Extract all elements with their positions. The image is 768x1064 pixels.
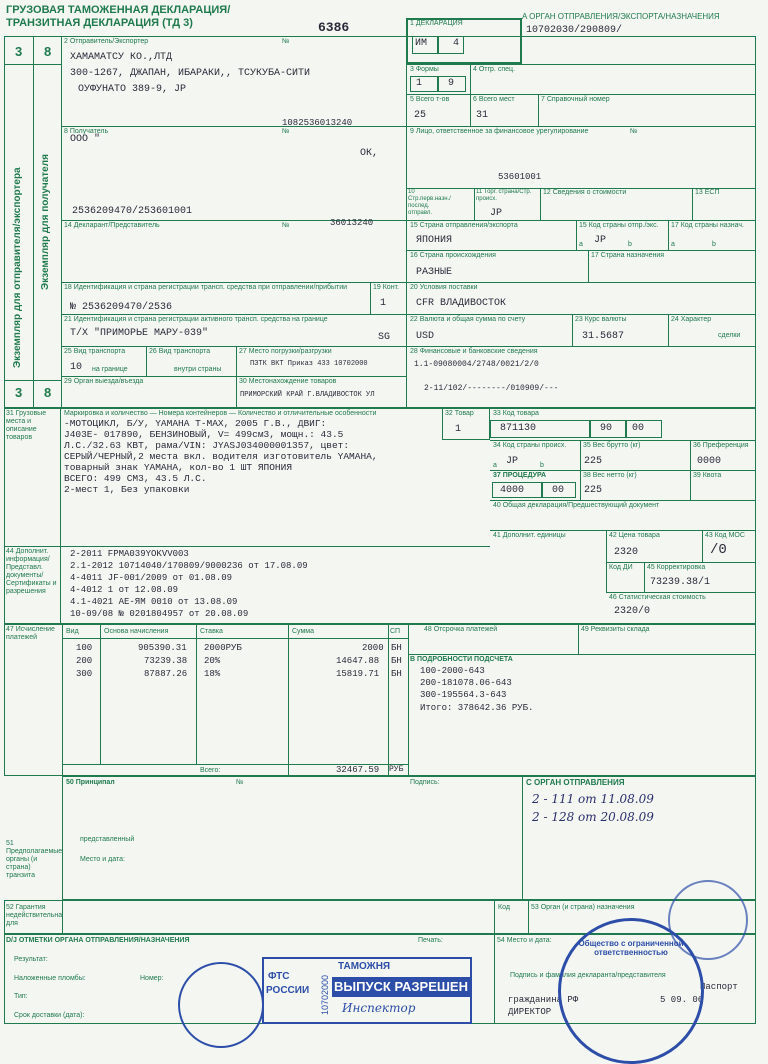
f21-value: Т/Х "ПРИМОРЬЕ МАРУ-039" — [70, 328, 209, 339]
f23-value: 31.5687 — [582, 331, 625, 342]
sender-line-3: ОУФУНАТО 389-9, JP — [78, 84, 187, 95]
f1-value-2: 4 — [453, 38, 460, 49]
side-top-b: 8 — [44, 44, 52, 59]
f2-label: 2 Отправитель/Экспортер — [64, 38, 149, 45]
document-number: 6386 — [318, 20, 350, 35]
organ-value: 10702030/290809/ — [526, 25, 623, 36]
f15-value: ЯПОНИЯ — [416, 235, 453, 246]
receiver-line-1: ООО " — [70, 134, 101, 145]
form-title-2: ТРАНЗИТНАЯ ДЕКЛАРАЦИЯ (ТД 3) — [6, 17, 193, 29]
form-title-1: ГРУЗОВАЯ ТАМОЖЕННАЯ ДЕКЛАРАЦИЯ/ — [6, 4, 231, 16]
f20-value: CFR ВЛАДИВОСТОК — [416, 298, 507, 309]
side-bot-b: 8 — [44, 385, 52, 400]
f5-value: 25 — [414, 110, 427, 121]
receiver-code: 2536209470/253601001 — [72, 206, 193, 217]
sender-line-1: ХАМАМАТСУ КО.,ЛТД — [70, 52, 173, 63]
side-col-2: Экземпляр для получателя — [40, 154, 51, 290]
sender-code: 1082536013240 — [282, 118, 353, 128]
sender-line-2: 300-1267, ДЖАПАН, ИБАРАКИ,, ТСУКУБА-СИТИ — [70, 68, 311, 79]
round-seal-right — [668, 880, 748, 960]
payments-total: 32467.59 — [336, 765, 380, 775]
round-seal-left — [178, 962, 264, 1048]
customs-declaration-form: ГРУЗОВАЯ ТАМОЖЕННАЯ ДЕКЛАРАЦИЯ/ ТРАНЗИТНАЯ ДЕКЛАРАЦИЯ (ТД 3) 6386 A ОРГАН ОТПРАВЛЕНИЯ/ЭКСПОРТА/НАЗНАЧЕНИЯ 10702030/290809/ 3 8 3 8 Экземпляр для отправителя/экспортера Экземпляр для получателя 2 Отправитель/Экспортер № ХАМАМАТСУ КО.,ЛТД 300-1267, ДЖАПАН, ИБАРАКИ,, ТСУКУБА-СИТИ ОУФУНАТО 389-9, JP 1082536013240 1 ДЕКЛАРАЦИЯ ИМ 4 3 Формы 1 9 4 Отгр. спец. 5 Всего т-ов 25 6 Всего мест 31 7 Справочный номер 8 Получатель № ООО " ОК, 2536209470/253601001 9 Лицо, ответственное за финансовое урегулирование № 53601001 10 Стр.перв.назн./послед. отправл. 11 Торг. страна/Стр. происх. JP 12 Сведения о стоимости 13 ЕСП 14 Декларант/Представитель № 36013240 15 Страна отправления/экспорта ЯПОНИЯ 15 Код страны отпр./экс. a JP b 17 Код страны назнач. a b 16 Страна происхождения РАЗНЫЕ 17 Страна назначения 18 Идентификация и страна регистрации трансп. средства при отправлении/прибытии № 2536209470/2536 19 Конт. 1 20 Условия поставки CFR ВЛАДИВОСТОК 21 Идентификация и страна регистрации активного трансп. средства на границе Т/Х "ПРИМОРЬЕ МАРУ-039" SG 22 Валюта и общая сумма по счету USD 23 Курс валюты 31.5687 24 Характер сделки 25 Вид транспорта 10 на границе 26 Вид транспорта внутри страны 27 Место погрузки/разгрузки ПЗТК ВКТ Приказ 433 10702000 28 Финансовые и банковские сведения 1.1-09080004/2748/0021/2/0 2-11/102/--------/010909/--- 29 Орган выезда/въезда 30 Местонахождение товаров ПРИМОРСКИЙ КРАЙ Г.ВЛАДИВОСТОК УЛ 31 Грузовые места и описание товаров Маркировка и количество — Номера контейнеров — Количество и отличительные особенности -МОТОЦИКЛ, Б/У, YAMAHA T-MAX, 2005 Г.В., ДВИГ: J403E- 017890, БЕНЗИНОВЫЙ, V= 499см3, мощн.: 43.5 Л.С./32.63 КВТ, рама/VIN: JYASJ034000001357, цвет: СЕРЫЙ/ЧЕРНЫЙ,2 места вкл. водителя изготовитель YAMAHA, товарный знак YAMAHA, кол-во 1 ШТ ЯПОНИЯ ВСЕГО: 499 СМ3, 43.5 Л.С. 2-мест 1, Без упаковки 32 Товар 1 33 Код товара 871130 90 00 34 Код страны происх. a JP b 35 Вес брутто (кг) 225 36 Преференция 0000 37 ПРОЦЕДУРА 4000 00 38 Вес нетто (кг) 225 39 Квота 40 Общая декларация/Предшествующий документ 41 Дополнит. единицы 42 Цена товара 2320 43 Код МОС /0 44 Дополнит. информация/ Представл. документы/ Сертификаты и разрешения 2-2011 FPMA039YOKVV003 2.1-2012 10714040/170809/9000236 от 17.08.09 4-4011 JF-001/2009 от 01.08.09 4-4012 1 от 12.08.09 4.1-4021 АЕ-ЯМ 0010 от 13.08.09 10-09/08 № 0201804957 от 20.08.09 Код ДИ 45 Корректировка 73239.38/1 46 Статистическая стоимость 2320/0 47 Исчисление платежей Вид Основа начисления Ставка Сумма СП 100 905390.31 2000РУБ 2000 БН 200 73239.38 20% 14647.88 БН 300 87887.26 18% 15819.71 БН Всего: 32467.59 РУБ 48 Отсрочка платежей 49 Реквизиты склада B ПОДРОБНОСТИ ПОДСЧЕТА 100-2000-643 200-181078.06-643 300-195564.3-643 Итого: 378642.36 РУБ. 50 Принципал № Подпись: представленный Место и дата: C ОРГАН ОТПРАВЛЕНИЯ 2 - 111 от 11.08.09 2 - 128 от 20.08.09 51 Предполагаемые органы (и страна) транзита 52 Гарантия недействительна для Код 53 Орган (и страна) назначения D/J ОТМЕТКИ ОРГАНА ОТПРАВЛЕНИЯ/НАЗНАЧЕНИЯ Печать: Результат: Наложенные пломбы: Номер: Тип: Срок доставки (дата): 54 Место и дата: Подпись и фамилия декларанта/представителя Паспорт гражданина РФ 5 09. 06 ДИРЕКТОР ФТС РОССИИ ТАМОЖНЯ 10702000 ВЫПУСК РАЗРЕШЕН Инспектор Общество с ограниченной ответственностью — [0, 0, 768, 1024]
f3-value-1: 1 — [416, 78, 423, 89]
f6-value: 31 — [476, 110, 489, 121]
side-bot-a: 3 — [15, 385, 23, 400]
f1-value-1: ИМ — [415, 38, 428, 49]
handwritten-c1: 2 - 111 от 11.08.09 — [532, 792, 654, 806]
receiver-line-2: ОК, — [360, 148, 379, 159]
side-top-a: 3 — [15, 44, 23, 59]
company-round-stamp: Общество с ограниченной ответственностью — [558, 918, 704, 1064]
handwritten-c2: 2 - 128 от 20.08.09 — [532, 810, 654, 824]
f16-value: РАЗНЫЕ — [416, 267, 453, 278]
side-col-1: Экземпляр для отправителя/экспортера — [12, 167, 23, 368]
release-stamp: ФТС РОССИИ ТАМОЖНЯ 10702000 ВЫПУСК РАЗРЕШЕН Инспектор — [262, 957, 472, 1024]
f3-value-2: 9 — [448, 78, 455, 89]
f11-value: JP — [490, 208, 503, 219]
organ-label: A ОРГАН ОТПРАВЛЕНИЯ/ЭКСПОРТА/НАЗНАЧЕНИЯ — [522, 12, 720, 21]
